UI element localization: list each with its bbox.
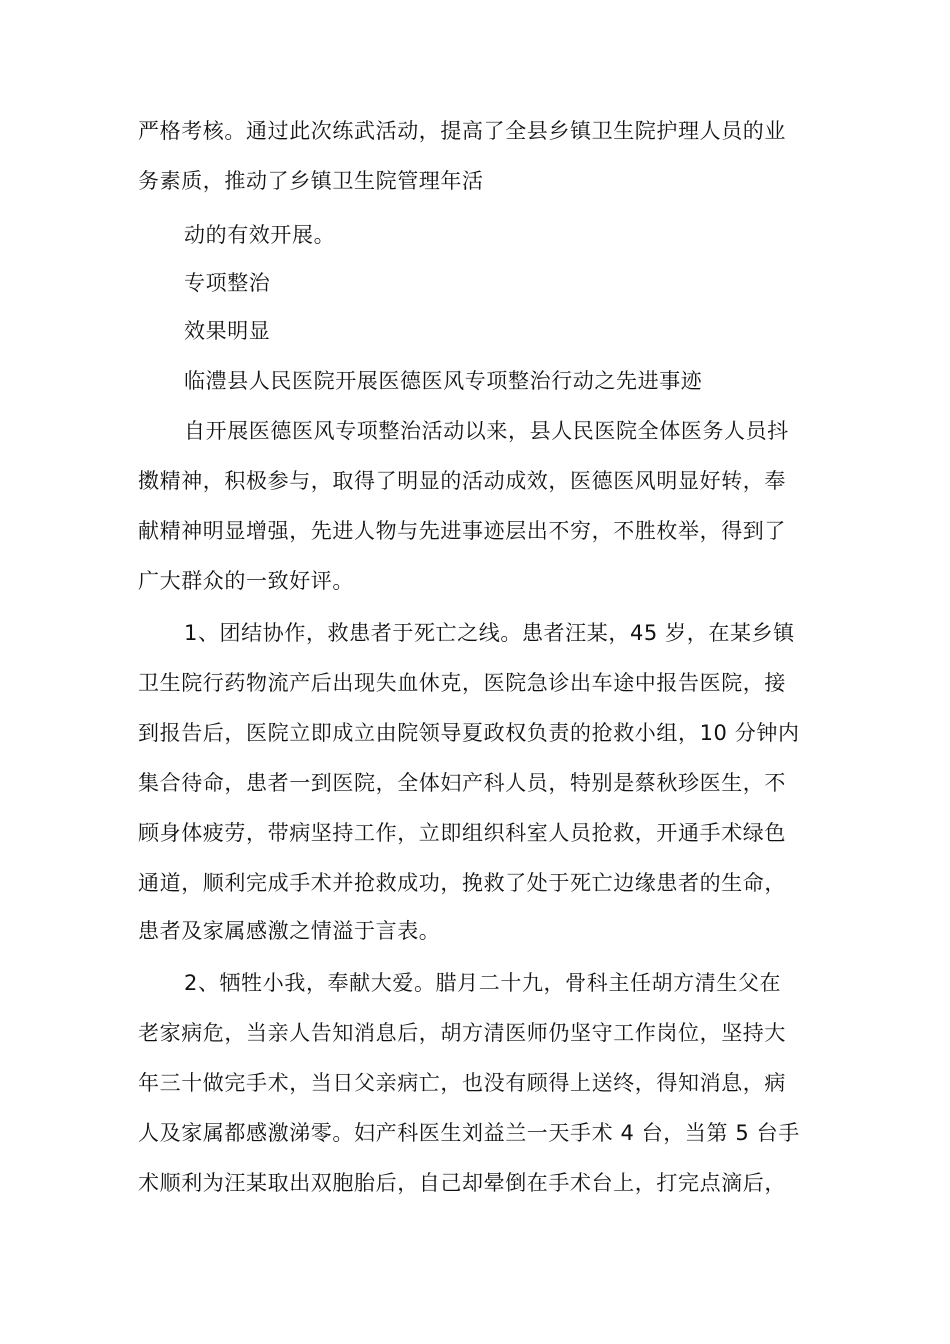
text-line: 献精神明显增强，先进人物与先进事迹层出不穷，不胜枚举，得到了 xyxy=(138,519,786,543)
article-title: 临澧县人民医院开展医德医风专项整治行动之先进事迹 xyxy=(184,369,703,393)
text-line: 通道，顺利完成手术并抢救成功，挽救了处于死亡边缘患者的生命， xyxy=(138,871,786,895)
text-line: 动的有效开展。 xyxy=(184,223,336,247)
text-line: 擞精神，积极参与，取得了明显的活动成效，医德医风明显好转，奉 xyxy=(138,469,786,493)
text-line: 年三十做完手术，当日父亲病亡，也没有顾得上送终，得知消息，病 xyxy=(138,1071,786,1095)
text-line: 广大群众的一致好评。 xyxy=(138,569,354,593)
text-line: 术顺利为汪某取出双胞胎后，自己却晕倒在手术台上，打完点滴后， xyxy=(138,1171,786,1195)
text-line: 自开展医德医风专项整治活动以来，县人民医院全体医务人员抖 xyxy=(184,419,789,443)
text-line: 2、牺牲小我，奉献大爱。腊月二十九，骨科主任胡方清生父在 xyxy=(184,971,782,995)
text-line: 务素质，推动了乡镇卫生院管理年活 xyxy=(138,169,484,193)
section-heading: 专项整治 xyxy=(184,271,271,295)
text-line: 顾身体疲劳，带病坚持工作，立即组织科室人员抢救，开通手术绿色 xyxy=(138,821,786,845)
text-line: 严格考核。通过此次练武活动，提高了全县乡镇卫生院护理人员的业 xyxy=(138,119,786,143)
text-line: 到报告后，医院立即成立由院领导夏政权负责的抢救小组，10 分钟内 xyxy=(138,721,800,745)
text-line: 患者及家属感激之情溢于言表。 xyxy=(138,919,441,943)
text-line: 卫生院行药物流产后出现失血休克，医院急诊出车途中报告医院，接 xyxy=(138,671,786,695)
section-heading: 效果明显 xyxy=(184,319,271,343)
text-line: 1、团结协作，救患者于死亡之线。患者汪某，45 岁，在某乡镇 xyxy=(184,621,795,645)
text-line: 人及家属都感激涕零。妇产科医生刘益兰一天手术 4 台，当第 5 台手 xyxy=(138,1121,800,1145)
text-line: 集合待命，患者一到医院，全体妇产科人员，特别是蔡秋珍医生，不 xyxy=(138,771,786,795)
text-line: 老家病危，当亲人告知消息后，胡方清医师仍坚守工作岗位，坚持大 xyxy=(138,1021,786,1045)
